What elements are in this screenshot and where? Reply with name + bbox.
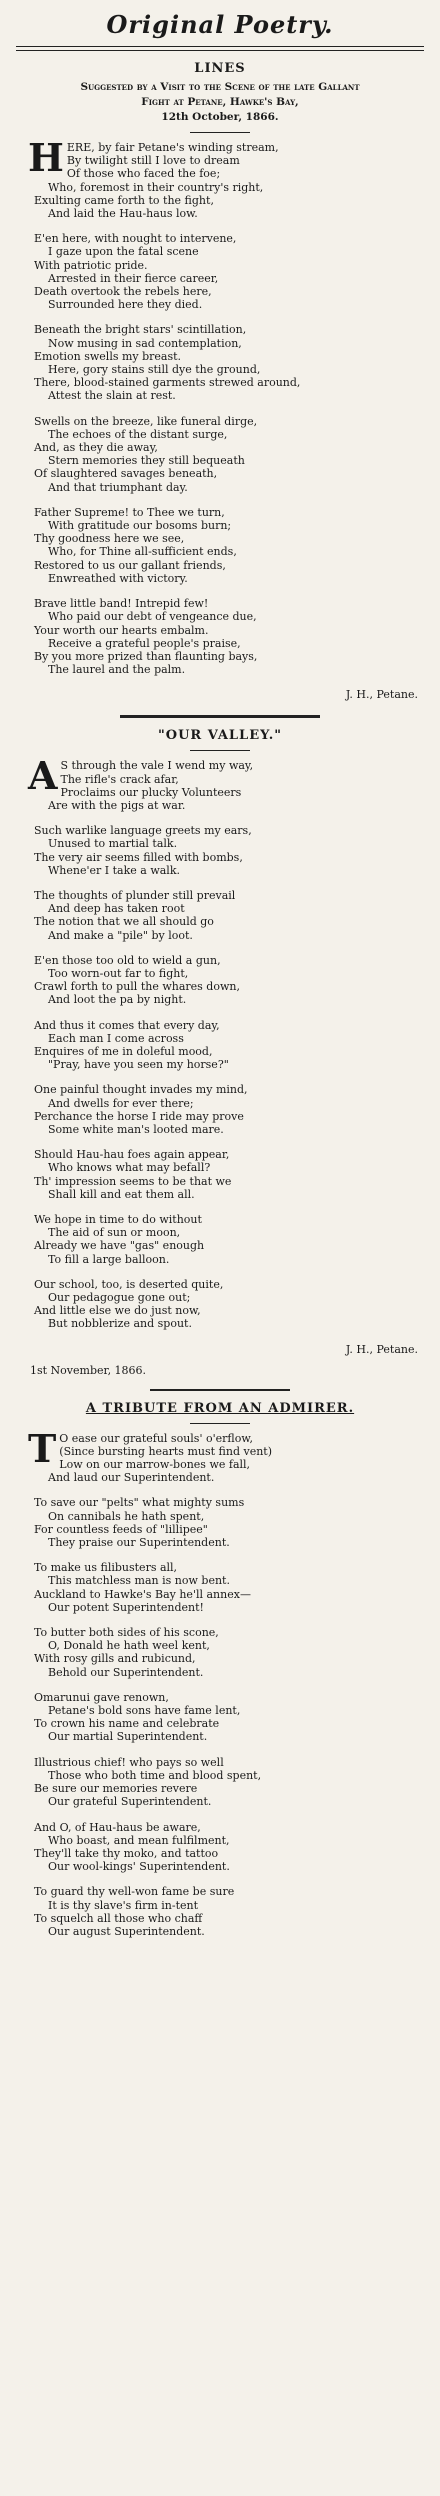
verse-line: Stern memories they still bequeath	[48, 454, 245, 468]
verse-line: By twilight still I love to dream	[66, 154, 240, 168]
verse-line: Here, gory stains still dye the ground,	[48, 363, 261, 377]
drop-cap: T	[28, 1425, 57, 1471]
verse-line: Our pedagogue gone out;	[48, 1291, 191, 1305]
stanza	[10, 1561, 430, 1614]
stanza	[10, 506, 430, 585]
verse-line: E'en here, with nought to intervene,	[34, 232, 237, 246]
stanza	[10, 889, 430, 942]
verse-line: Such warlike language greets my ears,	[34, 824, 252, 838]
verse-line: Some white man's looted mare.	[48, 1122, 224, 1136]
stanza	[10, 1821, 430, 1874]
verse-line: And laud our Superintendent.	[48, 1471, 215, 1485]
section-divider-1	[120, 715, 320, 718]
stanza	[10, 1425, 430, 1485]
stanza	[10, 232, 430, 311]
stanza	[10, 1213, 430, 1266]
poem1-signature: J. H., Petane.	[345, 688, 418, 702]
verse-line: Auckland to Hawke's Bay he'll annex—	[34, 1587, 251, 1601]
verse-line: Too worn-out far to fight,	[48, 966, 189, 980]
poem3-title: A TRIBUTE FROM AN ADMIRER.	[85, 1400, 355, 1416]
verse-line: The notion that we all should go	[34, 915, 214, 929]
verse-line: Swells on the breeze, like funeral dirge,	[34, 414, 258, 428]
verse-line: And little else we do just now,	[34, 1304, 201, 1318]
page-header-title: Original Poetry.	[106, 10, 334, 39]
verse-line: The echoes of the distant surge,	[48, 427, 228, 441]
verse-line: Now musing in sad contemplation,	[48, 336, 242, 350]
verse-line: Unused to martial talk.	[48, 837, 178, 851]
poem2-date: 1st November, 1866.	[30, 1363, 147, 1377]
verse-line: For countless feeds of "lillipee"	[34, 1522, 208, 1536]
verse-line: They'll take thy moko, and tattoo	[34, 1846, 219, 1860]
verse-line: Are with the pigs at war.	[48, 798, 186, 812]
verse-line: Father Supreme! to Thee we turn,	[34, 505, 225, 519]
verse-line: And deep has taken root	[48, 902, 185, 916]
verse-line: Our grateful Superintendent.	[48, 1795, 212, 1809]
verse-line: And dwells for ever there;	[48, 1096, 194, 1110]
stanza	[10, 135, 430, 221]
verse-line: Illustrious chief! who pays so well	[34, 1755, 224, 1769]
verse-line: Brave little band! Intrepid few!	[34, 597, 209, 611]
verse-line: To crown his name and celebrate	[34, 1717, 220, 1731]
poem1-title: LINES	[194, 61, 246, 76]
verse-line: We hope in time to do without	[34, 1213, 202, 1226]
verse-line: There, blood-stained garments strewed around,	[34, 376, 301, 390]
verse-line: Receive a grateful people's praise,	[48, 636, 241, 650]
verse-line: Crawl forth to pull the whares down,	[34, 980, 240, 994]
verse-line: Emotion swells my breast.	[34, 349, 182, 363]
verse-line: Our august Superintendent.	[48, 1924, 205, 1938]
verse-line: Thy goodness here we see,	[34, 532, 185, 546]
stanza	[10, 1083, 430, 1136]
verse-line: And O, of Hau-haus be aware,	[34, 1820, 201, 1834]
verse-line: Who, foremost in their country's right,	[48, 180, 264, 194]
poem1-body	[10, 135, 430, 677]
verse-line: With patriotic pride.	[34, 258, 148, 272]
verse-line: S through the vale I wend my way,	[60, 759, 254, 773]
verse-line: Shall kill and eat them all.	[48, 1187, 195, 1201]
verse-line: Th' impression seems to be that we	[34, 1174, 232, 1188]
stanza	[10, 1756, 430, 1809]
verse-line: Enquires of me in doleful mood,	[34, 1044, 213, 1058]
stanza	[10, 1019, 430, 1072]
poem2-title: "OUR VALLEY."	[157, 728, 283, 744]
verse-line: Omarunui gave renown,	[34, 1690, 169, 1704]
verse-line: Whene'er I take a walk.	[48, 863, 180, 877]
stanza	[10, 1148, 430, 1201]
verse-line: And make a "pile" by loot.	[48, 928, 193, 942]
verse-line: Who, for Thine all-sufficient ends,	[48, 545, 237, 559]
verse-line: Enwreathed with victory.	[48, 571, 188, 585]
verse-line: O ease our grateful souls' o'erflow,	[59, 1431, 253, 1445]
verse-line: Low on our marrow-bones we fall,	[59, 1458, 251, 1472]
poem3-body	[10, 1425, 430, 1939]
poem-tribute	[0, 1401, 440, 1939]
poem1-date: 12th October, 1866.	[161, 111, 279, 123]
verse-line: Each man I come across	[48, 1031, 184, 1045]
verse-line: The very air seems filled with bombs,	[34, 850, 243, 864]
poem1-subtitle-1: Suggested by a Visit to the Scene of the late Gallant	[80, 81, 360, 93]
verse-line: With gratitude our bosoms burn;	[48, 519, 232, 533]
section-divider-2	[150, 1389, 290, 1391]
verse-line: The rifle's crack afar,	[60, 772, 179, 786]
verse-line: Beneath the bright stars' scintillation,	[34, 323, 247, 337]
verse-line: And laid the Hau-haus low.	[48, 207, 198, 221]
header-rule	[16, 46, 424, 51]
verse-line: But nobblerize and spout.	[48, 1317, 192, 1331]
verse-line: Behold our Superintendent.	[48, 1665, 204, 1679]
verse-line: "Pray, have you seen my horse?"	[48, 1058, 229, 1072]
poem-our-valley	[0, 728, 440, 1376]
verse-line: This matchless man is now bent.	[48, 1574, 230, 1588]
verse-line: Our martial Superintendent.	[48, 1730, 208, 1744]
verse-line: E'en those too old to wield a gun,	[34, 953, 221, 967]
stanza	[10, 1496, 430, 1549]
verse-line: It is thy slave's firm in-tent	[48, 1898, 199, 1912]
stanza	[10, 323, 430, 402]
verse-line: O, Donald he hath weel kent,	[48, 1639, 210, 1653]
verse-line: To butter both sides of his scone,	[34, 1626, 219, 1640]
verse-line: Who knows what may befall?	[48, 1161, 211, 1175]
verse-line: And thus it comes that every day,	[34, 1018, 220, 1032]
verse-line: Proclaims our plucky Volunteers	[60, 785, 242, 799]
poem2-signature: J. H., Petane.	[345, 1342, 418, 1356]
verse-line: Of those who faced the foe;	[66, 167, 221, 181]
stanza	[10, 1626, 430, 1679]
verse-line: They praise our Superintendent.	[48, 1536, 230, 1550]
verse-line: To fill a large balloon.	[48, 1252, 170, 1266]
stanza	[10, 1691, 430, 1744]
verse-line: ERE, by fair Petane's winding stream,	[66, 141, 279, 154]
verse-line: Should Hau-hau foes again appear,	[34, 1148, 230, 1162]
drop-cap: A	[28, 753, 58, 799]
verse-line: Your worth our hearts embalm.	[34, 623, 209, 637]
poem1-subtitle-2: Fight at Petane, Hawke's Bay,	[141, 96, 299, 108]
verse-line: Who boast, and mean fulfilment,	[48, 1833, 230, 1847]
verse-line: Our school, too, is deserted quite,	[34, 1277, 224, 1291]
verse-line: Be sure our memories revere	[34, 1782, 198, 1796]
stanza	[10, 824, 430, 877]
verse-line: (Since bursting hearts must find vent)	[59, 1444, 272, 1458]
verse-line: With rosy gills and rubicund,	[34, 1652, 196, 1666]
verse-line: I gaze upon the fatal scene	[48, 245, 199, 259]
stanza	[10, 1885, 430, 1938]
stanza	[10, 954, 430, 1007]
verse-line: Death overtook the rebels here,	[34, 285, 212, 299]
verse-line: By you more prized than flaunting bays,	[34, 649, 258, 663]
verse-line: Attest the slain at rest.	[48, 389, 176, 403]
verse-line: Our wool-kings' Superintendent.	[48, 1860, 230, 1874]
verse-line: The thoughts of plunder still prevail	[34, 888, 236, 902]
verse-line: The laurel and the palm.	[48, 663, 186, 677]
verse-line: And loot the pa by night.	[48, 993, 187, 1007]
stanza	[10, 753, 430, 812]
poem3-rule	[190, 1423, 250, 1424]
verse-line: Perchance the horse I ride may prove	[34, 1109, 244, 1123]
verse-line: Who paid our debt of vengeance due,	[48, 610, 257, 624]
verse-line: Arrested in their fierce career,	[48, 271, 219, 285]
verse-line: To save our "pelts" what mighty sums	[34, 1496, 245, 1510]
verse-line: To squelch all those who chaff	[34, 1911, 203, 1925]
verse-line: To guard thy well-won fame be sure	[34, 1885, 235, 1899]
verse-line: Petane's bold sons have fame lent,	[48, 1704, 241, 1718]
poem2-rule	[190, 750, 250, 751]
verse-line: Our potent Superintendent!	[48, 1600, 204, 1614]
poem-lines	[0, 61, 440, 701]
verse-line: And that triumphant day.	[48, 480, 188, 494]
poem1-rule	[190, 132, 250, 133]
verse-line: Restored to us our gallant friends,	[34, 558, 226, 572]
verse-line: On cannibals he hath spent,	[48, 1509, 205, 1523]
verse-line: Those who both time and blood spent,	[48, 1768, 262, 1782]
stanza	[10, 597, 430, 676]
verse-line: One painful thought invades my mind,	[34, 1083, 248, 1097]
verse-line: Exulting came forth to the fight,	[34, 193, 214, 207]
verse-line: Already we have "gas" enough	[34, 1239, 205, 1253]
verse-line: To make us filibusters all,	[34, 1561, 178, 1575]
poem2-body	[10, 753, 430, 1331]
verse-line: And, as they die away,	[34, 441, 158, 455]
drop-cap: H	[28, 135, 64, 180]
stanza	[10, 1278, 430, 1331]
stanza	[10, 415, 430, 494]
verse-line: The aid of sun or moon,	[48, 1226, 181, 1240]
verse-line: Of slaughtered savages beneath,	[34, 467, 218, 481]
verse-line: Surrounded here they died.	[48, 298, 203, 312]
